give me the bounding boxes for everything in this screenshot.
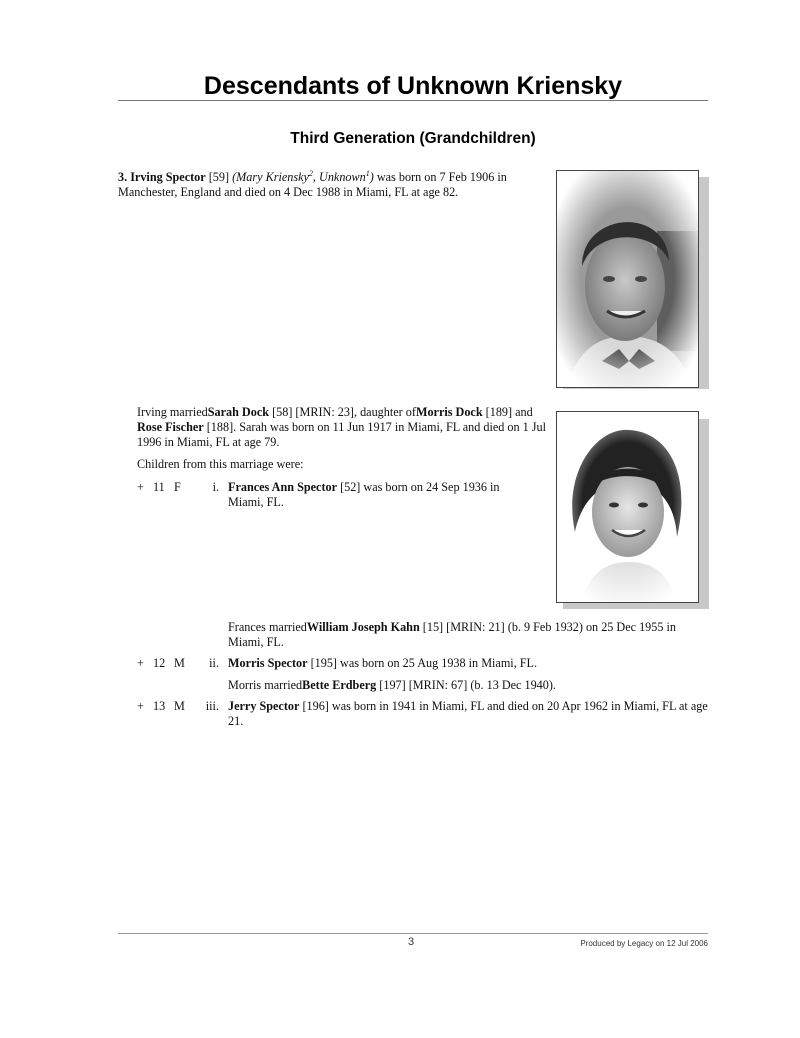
- spouse-father-id: [189]: [485, 405, 513, 419]
- child-marriage-entry: Frances marriedWilliam Joseph Kahn [15] [MRIN: 21] (b. 9 Feb 1932) on 25 Dec 1955 in Miami, FL.: [228, 620, 676, 649]
- generation-heading: Third Generation (Grandchildren): [290, 130, 536, 147]
- child-ordinal: ii.: [209, 656, 219, 670]
- child-entry: Jerry Spector [196] was born in 1941 in Miami, FL and died on 20 Apr 1962 in Miami, FL at age 21.: [228, 699, 708, 728]
- child-number: 13: [153, 699, 166, 713]
- child-spouse-name: William Joseph Kahn: [306, 620, 420, 634]
- child-marriage-entry: Morris marriedBette Erdberg [197] [MRIN: 67] (b. 13 Dec 1940).: [228, 678, 556, 692]
- person-parents: (Mary Kriensky$^2$, Unknown$^1$): [232, 169, 374, 185]
- child-name: Jerry Spector: [228, 699, 300, 713]
- page-title: Descendants of Unknown Kriensky: [203, 72, 623, 100]
- spouse-mother-name: Rose Fischer: [137, 420, 204, 434]
- child-name: Morris Spector: [228, 656, 308, 670]
- produced-by-note: Produced by Legacy on 12 Jul 2006: [580, 939, 708, 948]
- spouse-name: Sarah Dock: [207, 405, 270, 419]
- child-number: 11: [153, 480, 165, 494]
- child-ordinal: i.: [212, 480, 219, 494]
- child-entry: Frances Ann Spector [52] was born on 24 Sep 1936 in Miami, FL.: [228, 480, 500, 509]
- person-number: 3.: [118, 170, 128, 185]
- child-spouse-name: Bette Erdberg: [302, 678, 377, 692]
- child-sex: M: [174, 699, 185, 713]
- person-birth-text: was born on 7 Feb 1906 in Manchester, England and died on 4 Dec 1988 in Miami, FL at age 82.: [118, 170, 507, 200]
- marriage-prefix: Irving married: [137, 405, 208, 419]
- page-number: 3: [407, 936, 415, 948]
- portrait-photo-man: [556, 170, 699, 388]
- marriage-entry: Irving marriedSarah Dock [58] [MRIN: 23], daughter ofMorris Dock [189] and Rose Fischer [188]. Sarah was born on 11 Jun 1917 in Miami, FL and died on 1 Jul 1996 in Miami, FL at age 79.: [137, 405, 547, 449]
- children-intro: Children from this marriage were:: [137, 457, 304, 471]
- spouse-id: [58] [MRIN: 23], daughter of: [272, 405, 416, 419]
- portrait-photo-woman: [556, 411, 699, 603]
- child-has-descendants-marker: +: [137, 480, 144, 494]
- child-entry: Morris Spector [195] was born on 25 Aug 1938 in Miami, FL.: [228, 656, 538, 670]
- person-entry: [118, 166, 538, 200]
- child-has-descendants-marker: +: [137, 699, 144, 713]
- person-name: Irving Spector: [130, 170, 206, 185]
- footer-divider: [118, 933, 708, 934]
- portrait-man-icon: [557, 171, 698, 387]
- title-divider: [118, 100, 708, 101]
- child-sex: F: [174, 480, 181, 494]
- child-has-descendants-marker: +: [137, 656, 144, 670]
- child-number: 12: [153, 656, 166, 670]
- child-sex: M: [174, 656, 185, 670]
- person-id: [59]: [208, 170, 230, 185]
- spouse-birth-text: [188]. Sarah was born on 11 Jun 1917 in Miami, FL and died on 1 Jul 1996 in Miami, FL at age 79.: [137, 420, 547, 449]
- child-name: Frances Ann Spector: [228, 480, 338, 494]
- child-ordinal: iii.: [205, 699, 219, 713]
- portrait-woman-icon: [557, 412, 698, 602]
- spouse-father-name: Morris Dock: [415, 405, 483, 419]
